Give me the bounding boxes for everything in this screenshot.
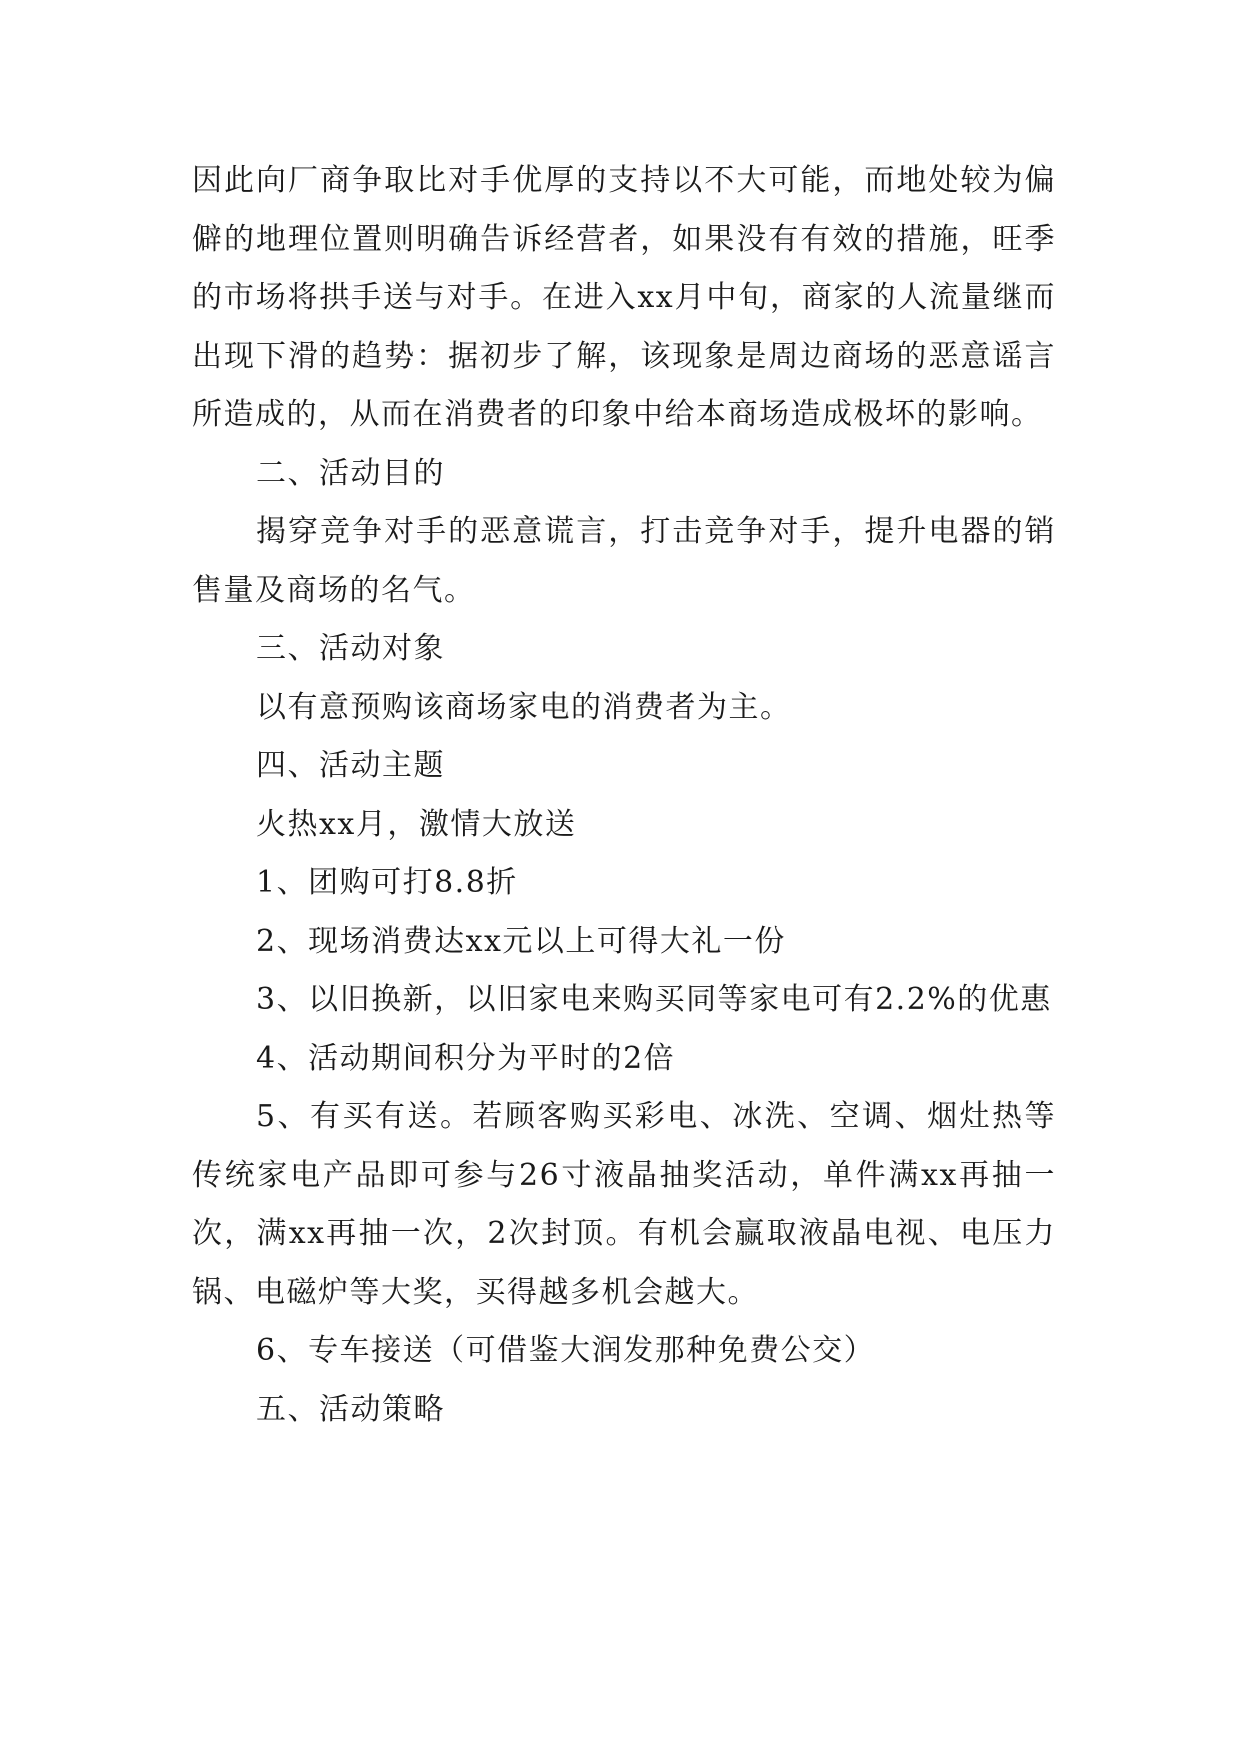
document-body: [192, 152, 1056, 1439]
list-item-points: 4、活动期间积分为平时的2倍: [256, 1040, 676, 1076]
section-heading-activity-theme: 四、活动主题: [256, 748, 445, 783]
section-heading-activity-target: 三、活动对象: [256, 631, 445, 666]
section-heading-activity-purpose: 二、活动目的: [256, 455, 445, 491]
list-item-gift: 2、现场消费达xx元以上可得大礼一份: [256, 923, 786, 959]
section-heading-activity-strategy: 五、活动策略: [256, 1391, 445, 1427]
list-item-group-buy: 1、团购可打8.8折: [256, 865, 518, 900]
paragraph-activity-theme: 火热xx月，激情大放送: [256, 806, 577, 842]
list-item-trade-in: 3、以旧换新，以旧家电来购买同等家电可有2.2%的优惠: [256, 982, 1052, 1017]
paragraph-intro: 因此向厂商争取比对手优厚的支持以不大可能，而地处较为偏僻的地理位置则明确告诉经营者，如果没有有效的措施，旺季的市场将拱手送与对手。在进入xx月中旬，商家的人流量继而出现下滑的趋势：据初步了解，该现象是周边商场的恶意谣言所造成的，从而在消费者的印象中给本商场造成极坏的影响。: [192, 163, 1056, 432]
paragraph-activity-purpose: 揭穿竞争对手的恶意谎言，打击竞争对手，提升电器的销售量及商场的名气。: [192, 514, 1056, 608]
list-item-shuttle: 6、专车接送（可借鉴大润发那种免费公交）: [256, 1333, 876, 1368]
list-item-lottery: 5、有买有送。若顾客购买彩电、冰洗、空调、烟灶热等传统家电产品即可参与26寸液晶抽奖活动，单件满xx再抽一次，满xx再抽一次，2次封顶。有机会赢取液晶电视、电压力锅、电磁炉等大奖，买得越多机会越大。: [192, 1099, 1056, 1310]
paragraph-activity-target: 以有意预购该商场家电的消费者为主。: [256, 689, 792, 725]
